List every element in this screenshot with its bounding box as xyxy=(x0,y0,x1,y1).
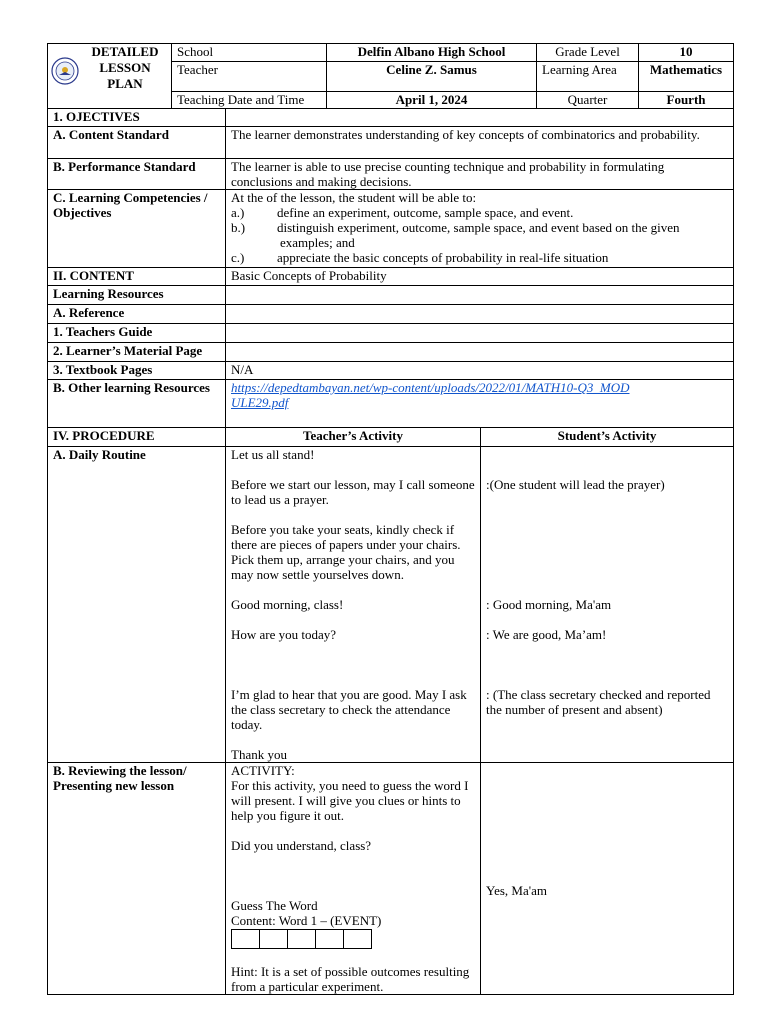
competency-item: a.) define an experiment, outcome, sample space, and event. xyxy=(231,205,574,220)
teacher-line: Before you take your seats, kindly check if there are pieces of papers under your chairs. Pick them up, arrange your chairs, and you may now settle yourselves down. xyxy=(231,522,461,582)
competency-item-continuation: examples; and xyxy=(280,235,355,250)
letter-box xyxy=(315,929,344,949)
teacher-line: Thank you xyxy=(231,747,287,762)
textbook-label: 3. Textbook Pages xyxy=(48,362,226,380)
teacher-label: Teacher xyxy=(172,62,327,92)
school-label: School xyxy=(172,44,327,62)
content-standard-label: A. Content Standard xyxy=(48,127,226,159)
date-value: April 1, 2024 xyxy=(327,92,537,109)
teacher-line: Hint: It is a set of possible outcomes resulting from a particular experiment. xyxy=(231,964,470,994)
lesson-plan-title: DETAILED LESSON PLAN xyxy=(91,44,159,91)
teacher-line: Let us all stand! xyxy=(231,447,315,462)
textbook-value: N/A xyxy=(226,362,734,380)
grade-level-label: Grade Level xyxy=(537,44,639,62)
performance-standard-label: B. Performance Standard xyxy=(48,159,226,190)
daily-routine-student-cell xyxy=(481,447,734,763)
reference-label: A. Reference xyxy=(48,305,226,324)
teacher-line: Content: Word 1 – (EVENT) xyxy=(231,913,382,928)
school-value: Delfin Albano High School xyxy=(327,44,537,62)
teacher-line: Guess The Word xyxy=(231,898,318,913)
objectives-heading: 1. OJECTIVES xyxy=(48,109,226,127)
teacher-line: ACTIVITY: xyxy=(231,763,295,778)
student-line: :(One student will lead the prayer) xyxy=(486,477,665,492)
teacher-activity-header: Teacher’s Activity xyxy=(226,428,481,447)
competencies-cell xyxy=(226,190,734,268)
student-line: : Good morning, Ma'am xyxy=(486,597,612,612)
teacher-line: For this activity, you need to guess the word I will present. I will give you clues or hints to help you figure it out. xyxy=(231,778,469,823)
competencies-label: C. Learning Competencies / Objectives xyxy=(48,190,226,268)
teacher-line: Did you understand, class? xyxy=(231,838,372,853)
learning-area-value: Mathematics xyxy=(639,62,734,92)
lesson-plan-table xyxy=(47,43,734,995)
word-letter-boxes xyxy=(231,929,475,949)
learning-area-label: Learning Area xyxy=(537,62,639,92)
content-heading: II. CONTENT xyxy=(48,268,226,286)
teachers-guide-label: 1. Teachers Guide xyxy=(48,324,226,343)
letter-box xyxy=(259,929,288,949)
student-line: : We are good, Ma’am! xyxy=(486,627,607,642)
teacher-line: I’m glad to hear that you are good. May I ask the class secretary to check the attendance today. xyxy=(231,687,467,732)
other-resources-link[interactable]: https://depedtambayan.net/wp-content/uploads/2022/01/MATH10-Q3_MODULE29.pdf xyxy=(231,380,630,410)
teacher-value: Celine Z. Samus xyxy=(327,62,537,92)
daily-routine-teacher-cell xyxy=(226,447,481,763)
lesson-plan-page xyxy=(47,43,733,995)
letter-box xyxy=(343,929,372,949)
quarter-label: Quarter xyxy=(537,92,639,109)
quarter-value: Fourth xyxy=(639,92,734,109)
competency-item: c.) appreciate the basic concepts of probability in real-life situation xyxy=(231,250,609,265)
performance-standard-text: The learner is able to use precise counting technique and probability in formulating conclusions and making decisions. xyxy=(226,159,734,190)
grade-level-value: 10 xyxy=(639,44,734,62)
student-line: : (The class secretary checked and reported the number of present and absent) xyxy=(486,687,711,717)
learners-material-label: 2. Learner’s Material Page xyxy=(48,343,226,362)
reviewing-student-cell xyxy=(481,763,734,995)
letter-box xyxy=(287,929,316,949)
other-resources-label: B. Other learning Resources xyxy=(48,380,226,428)
procedure-heading: IV. PROCEDURE xyxy=(48,428,226,447)
header-logo-cell xyxy=(48,44,172,109)
student-line: Yes, Ma'am xyxy=(486,883,547,898)
teacher-line: Good morning, class! xyxy=(231,597,344,612)
competency-item: b.) distinguish experiment, outcome, sample space, and event based on the given xyxy=(231,220,680,235)
date-label: Teaching Date and Time xyxy=(172,92,327,109)
teacher-line: Before we start our lesson, may I call someone to lead us a prayer. xyxy=(231,477,475,507)
competencies-intro: At the of the lesson, the student will be able to: xyxy=(231,190,477,205)
content-value: Basic Concepts of Probability xyxy=(226,268,734,286)
content-standard-text: The learner demonstrates understanding of key concepts of combinatorics and probability. xyxy=(226,127,734,159)
student-activity-header: Student’s Activity xyxy=(481,428,734,447)
letter-box xyxy=(231,929,260,949)
teacher-line: How are you today? xyxy=(231,627,337,642)
reviewing-teacher-cell xyxy=(226,763,481,995)
reviewing-lesson-label: B. Reviewing the lesson/ Presenting new lesson xyxy=(48,763,226,995)
daily-routine-label: A. Daily Routine xyxy=(48,447,226,763)
learning-resources-label: Learning Resources xyxy=(48,286,226,305)
deped-seal-icon xyxy=(51,57,79,85)
